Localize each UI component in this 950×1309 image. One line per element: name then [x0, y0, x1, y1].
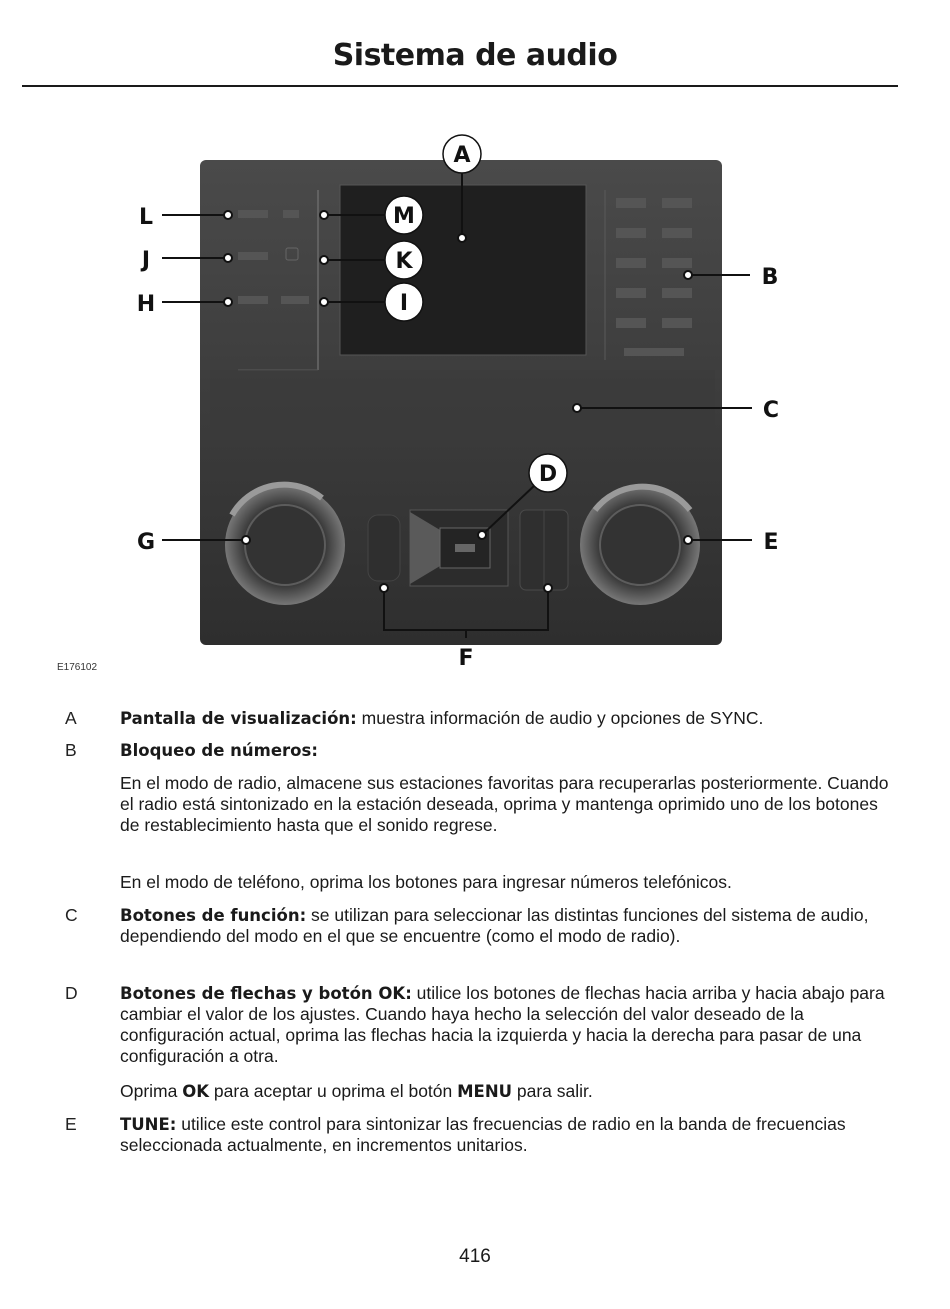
callout-m: M: [393, 204, 415, 229]
item-letter: D: [65, 983, 78, 1003]
callout-e: E: [763, 530, 779, 555]
callout-h: H: [136, 292, 156, 317]
item-text: utilice este control para sintonizar las frecuencias de radio en la banda de frecuencias seleccionada actualmente, en incrementos unitarios.: [120, 1114, 846, 1155]
menu-keyword: MENU: [457, 1082, 513, 1101]
item-body: [120, 740, 890, 761]
item-text: se utilizan para seleccionar las distintas funciones del sistema de audio, dependiendo del modo en el que se encuentre (como el modo de radio).: [120, 905, 869, 946]
page-number: 416: [459, 1246, 491, 1267]
figure-code: E176102: [57, 662, 98, 673]
item-term: Botones de flechas y botón OK:: [120, 984, 412, 1003]
item-term: Botones de función:: [120, 906, 307, 925]
item-body: [120, 905, 890, 947]
title-rule: [22, 85, 898, 87]
callout-c: C: [762, 398, 780, 423]
callout-d: D: [538, 462, 558, 487]
callout-a: A: [453, 143, 471, 168]
function-buttons-area: [210, 370, 715, 430]
extra-pre: Oprima: [120, 1081, 183, 1101]
callout-j: J: [141, 248, 151, 273]
audio-unit-figure: [0, 130, 950, 690]
item-body: [120, 983, 890, 1067]
callout-g: G: [136, 530, 156, 555]
extra-mid: para aceptar u oprima el botón: [209, 1081, 458, 1101]
item-d-extra: [120, 1081, 890, 1102]
callout-i: I: [399, 291, 409, 316]
extra-post: para salir.: [512, 1081, 593, 1101]
item-b-paragraph: En el modo de teléfono, oprima los botones para ingresar números telefónicos.: [120, 872, 732, 892]
item-term: TUNE:: [120, 1115, 177, 1134]
item-b-paragraph: En el modo de radio, almacene sus estaciones favoritas para recuperarlas posteriormente. Cuando el radio está sintonizado en la estación deseada, oprima y mantenga oprimido uno de los botones de restablecimiento hasta que el sonido regrese.: [120, 773, 889, 835]
callout-f: F: [458, 646, 474, 671]
item-letter: E: [65, 1114, 77, 1134]
item-letter: C: [65, 905, 78, 925]
page-title: Sistema de audio: [332, 38, 618, 73]
callout-l: L: [138, 205, 154, 230]
item-text: utilice los botones de flechas hacia arriba y hacia abajo para cambiar el valor de los ajustes. Cuando haya hecho la selección del valor deseado de la configuración actual, oprima las flechas hacia la izquierda y hacia la derecha para pasar de una configuración a otra.: [120, 983, 885, 1066]
item-text: muestra información de audio y opciones de SYNC.: [356, 708, 764, 728]
item-letter: A: [65, 708, 77, 728]
item-letter: B: [65, 740, 77, 760]
callout-k: K: [395, 249, 413, 274]
callout-b: B: [761, 265, 779, 290]
item-term: Pantalla de visualización:: [120, 709, 357, 728]
item-body: [120, 1114, 890, 1156]
item-body: [120, 708, 890, 729]
ok-keyword: OK: [182, 1082, 210, 1101]
item-term: Bloqueo de números:: [120, 741, 318, 760]
audio-unit-diagram: [0, 130, 950, 690]
